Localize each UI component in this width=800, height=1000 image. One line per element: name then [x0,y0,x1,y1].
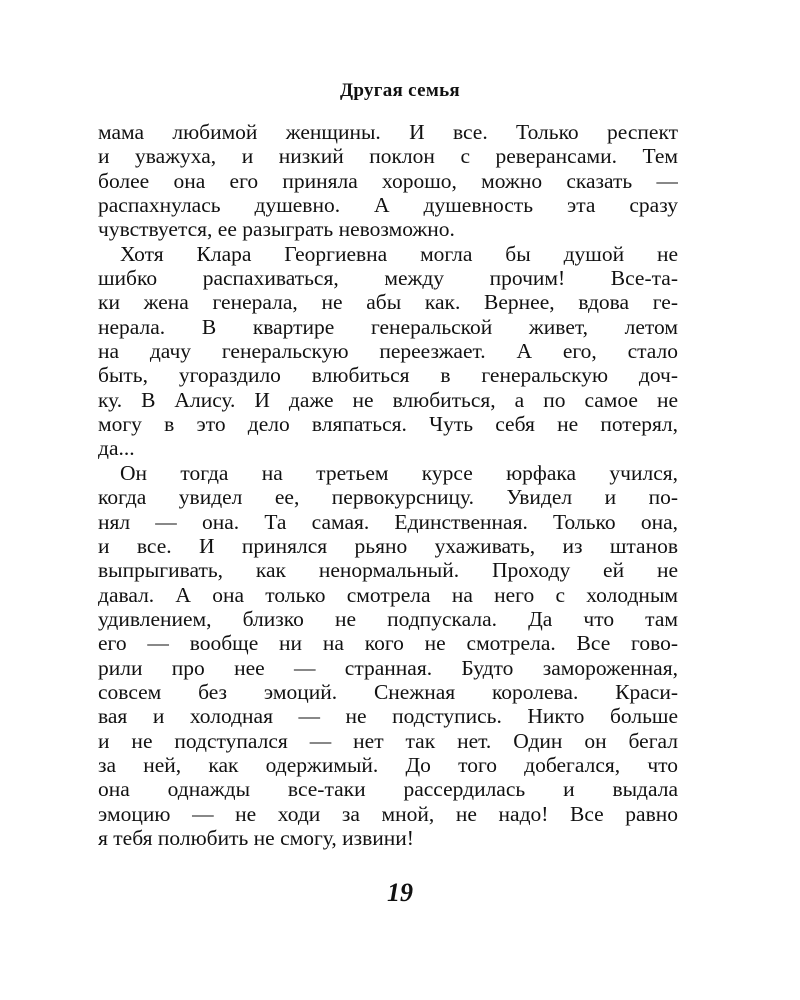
body-text [98,120,678,850]
text-line: выпрыгивать, как ненормальный. Проходу ей не [98,558,678,583]
text-line: ки жена генерала, не абы как. Вернее, вдова ге- [98,290,678,315]
text-line: эмоцию — не ходи за мной, не надо! Все равно [98,801,678,826]
text-line: когда увидел ее, первокурсницу. Увидел и по- [98,485,678,510]
text-line: более она его приняла хорошо, можно сказать — [98,168,678,193]
running-title: Другая семья [339,80,460,101]
text-line: Он тогда на третьем курсе юрфака учился, [120,460,678,485]
text-line: мама любимой женщины. И все. Только респект [98,120,678,144]
text-line: да... [98,436,135,461]
text-line: удивлением, близко не подпускала. Да что там [98,606,678,631]
text-line: быть, угораздило влюбиться в генеральскую доч- [98,363,678,388]
text-line: чувствуется, ее разыграть невозможно. [98,217,455,242]
text-line: распахнулась душевно. А душевность эта сразу [98,193,678,218]
text-line: нерала. В квартире генеральской живет, летом [98,314,678,339]
text-line: вая и холодная — не подступись. Никто больше [98,704,678,729]
text-line: совсем без эмоций. Снежная королева. Краси- [98,679,678,704]
text-line: Хотя Клара Георгиевна могла бы душой не [120,241,678,266]
text-line: она однажды все-таки рассердилась и выдала [98,777,678,802]
text-line: за ней, как одержимый. До того добегался, что [98,752,678,777]
text-line: давал. А она только смотрела на него с холодным [98,582,678,607]
text-line: и не подступался — нет так нет. Один он бегал [98,728,678,753]
page-number: 19 [387,878,413,907]
text-line: могу в это дело вляпаться. Чуть себя не потерял, [98,412,678,437]
text-line: я тебя полюбить не смогу, извини! [98,825,414,850]
text-line: и уважуха, и низкий поклон с реверансами. Тем [98,144,678,169]
text-line: нял — она. Та самая. Единственная. Только она, [98,509,678,534]
text-line: ку. В Алису. И даже не влюбиться, а по самое не [98,387,678,412]
text-line: рили про нее — странная. Будто замороженная, [98,655,678,680]
text-line: на дачу генеральскую переезжает. А его, стало [98,339,678,364]
text-line: и все. И принялся рьяно ухаживать, из штанов [98,533,678,558]
text-line: шибко распахиваться, между прочим! Все-та- [98,266,678,291]
text-line: его — вообще ни на кого не смотрела. Все гово- [98,631,678,656]
